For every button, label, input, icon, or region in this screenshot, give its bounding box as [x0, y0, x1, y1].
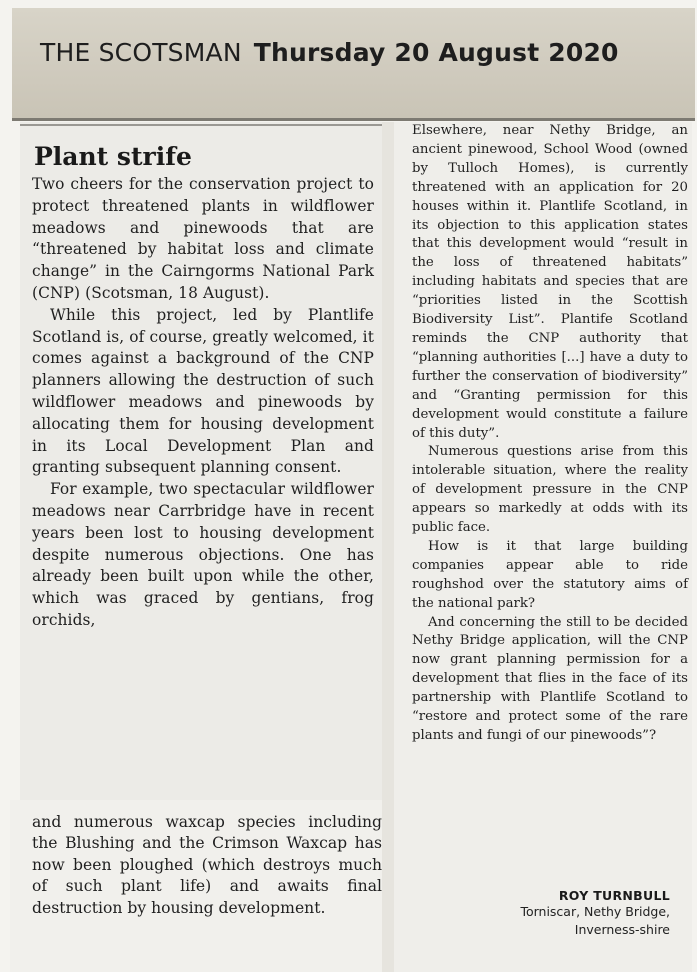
- letter-column-left: [20, 122, 382, 800]
- paragraph: And concerning the still to be decided Nethy Bridge application, will the CNP now grant planning permission for a development that flies in the face of its partnership with Plantlife Scotland to “restore and protect some of the rare plants and fungi of our pinewoods”?: [412, 614, 688, 743]
- top-rule: [20, 124, 382, 126]
- letter-body-left: [32, 174, 374, 632]
- letter-body-left-continued: [32, 812, 382, 919]
- signature-block: [520, 888, 670, 939]
- paragraph: Elsewhere, near Nethy Bridge, an ancient pinewood, School Wood (owned by Tulloch Homes), is currently threatened with an application for 20 houses within it. Plantlife Scotland, in its objection to this application states that this development would “result in the loss of threatened habitats” including habitats and species that are “priorities listed in the Scottish Biodiversity List”. Plantife Scotland reminds the CNP authority that “planning authorities [...] have a duty to further the conservation of biodiversity” and “Granting permission for this development would constitute a failure of this duty”.: [412, 123, 688, 441]
- paragraph: Numerous questions arise from this intolerable situation, where the reality of development pressure in the CNP appears so markedly at odds with its public face.: [412, 444, 688, 536]
- letter-column-right: [394, 122, 692, 972]
- letter-body-right: [412, 122, 688, 746]
- masthead: [12, 8, 695, 121]
- newspaper-name: THE SCOTSMAN: [40, 38, 242, 67]
- paragraph: For example, two spectacular wildflower meadows near Carrbridge have in recent years been lost to housing development despite numerous objections. One has already been built upon while the other, which was graced by gentians, frog orchids,: [32, 480, 374, 629]
- letter-headline: Plant strife: [34, 142, 192, 171]
- letter-column-left-continued: [10, 800, 382, 972]
- author-address-line: Inverness-shire: [574, 922, 670, 937]
- paragraph: While this project, led by Plantlife Scotland is, of course, greatly welcomed, it comes against a background of the CNP planners allowing the destruction of such wildflower meadows and pinewoods by allocating them for housing development in its Local Development Plan and granting subsequent planning consent.: [32, 305, 374, 477]
- paragraph: Two cheers for the conservation project to protect threatened plants in wildflower meadows and pinewoods that are “threatened by habitat loss and climate change” in the Cairngorms National Park (CNP) (Scotsman, 18 August).: [32, 175, 374, 302]
- column-gutter: [382, 122, 394, 972]
- masthead-line: [40, 38, 619, 67]
- paragraph: How is it that large building companies appear able to ride roughshod over the statutory aims of the national park?: [412, 538, 688, 611]
- author-name: ROY TURNBULL: [558, 888, 670, 903]
- paragraph: and numerous waxcap species including the Blushing and the Crimson Waxcap has now been ploughed (which destroys much of such plant life) and awaits final destruction by housing development.: [32, 813, 382, 917]
- author-address-line: Torniscar, Nethy Bridge,: [520, 904, 670, 919]
- issue-date: Thursday 20 August 2020: [253, 38, 619, 67]
